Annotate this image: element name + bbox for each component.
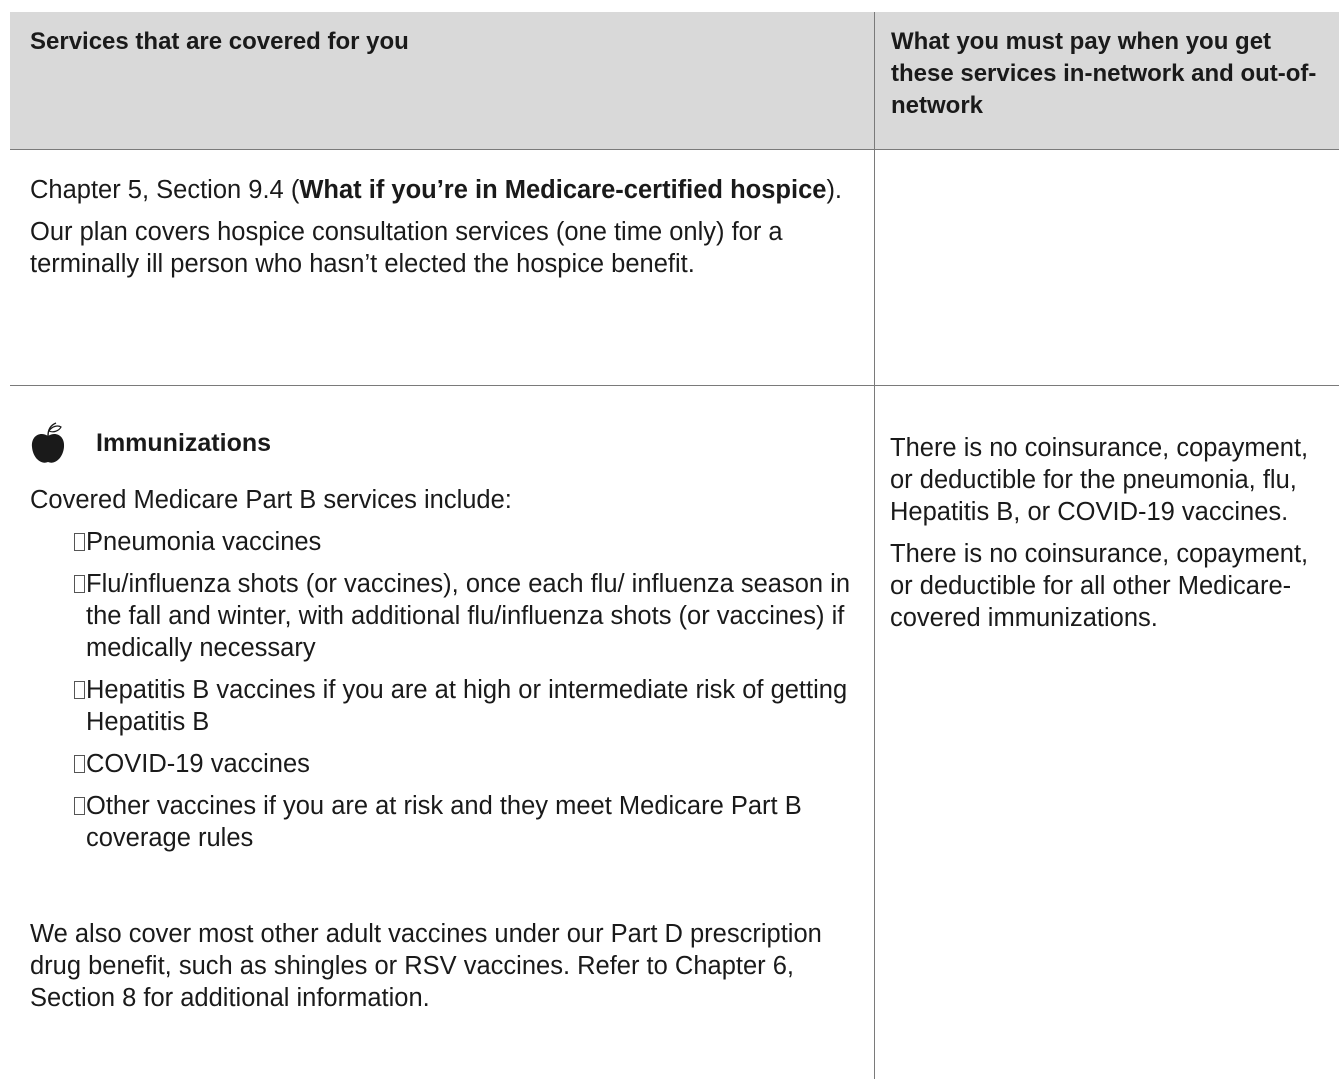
benefits-table xyxy=(10,12,1339,1079)
list-item xyxy=(30,568,860,664)
immunizations-title xyxy=(30,420,271,466)
list-item xyxy=(30,674,860,738)
list-item xyxy=(30,526,860,558)
bullet-box-icon xyxy=(74,755,85,773)
list-item xyxy=(30,790,860,854)
hospice-consultation-text: Our plan covers hospice consultation services (one time only) for a terminally ill person who hasn’t elected the hospice benefit. xyxy=(30,218,783,278)
table-header-row xyxy=(10,12,1339,150)
bullet-box-icon xyxy=(74,575,85,593)
list-item-text: Other vaccines if you are at risk and they meet Medicare Part B coverage rules xyxy=(86,792,802,852)
cost-text-vaccines: There is no coinsurance, copayment, or deductible for the pneumonia, flu, Hepatitis B, or COVID-19 vaccines. xyxy=(890,434,1309,526)
header-what-you-pay: What you must pay when you get these services in-network and out-of-network xyxy=(891,28,1317,119)
list-item-text: COVID-19 vaccines xyxy=(86,750,310,778)
immunizations-list xyxy=(30,526,860,854)
list-item-text: Hepatitis B vaccines if you are at high or intermediate risk of getting Hepatitis B xyxy=(86,676,848,736)
cost-text-other: There is no coinsurance, copayment, or deductible for all other Medicare-covered immunizations. xyxy=(890,540,1309,632)
column-divider xyxy=(874,12,875,1079)
bullet-box-icon xyxy=(74,533,85,551)
immunizations-intro: Covered Medicare Part B services include: xyxy=(30,486,512,514)
hospice-reference xyxy=(30,174,860,206)
immunizations-cost-cell xyxy=(890,432,1335,644)
immunizations-cell xyxy=(30,484,860,1014)
apple-icon xyxy=(30,421,66,465)
bullet-box-icon xyxy=(74,681,85,699)
hospice-cell xyxy=(30,174,860,290)
part-d-vaccines-text: We also cover most other adult vaccines under our Part D prescription drug benefit, such as shingles or RSV vaccines. Refer to Chapter 6, Section 8 for additional information. xyxy=(30,920,822,1012)
immunizations-title-text: Immunizations xyxy=(96,428,272,457)
list-item xyxy=(30,748,860,780)
hospice-ref-prefix: Chapter 5, Section 9.4 ( xyxy=(30,176,300,204)
hospice-ref-bold: What if you’re in Medicare-certified hospice xyxy=(299,176,827,204)
bullet-box-icon xyxy=(74,797,85,815)
list-item-text: Flu/influenza shots (or vaccines), once each flu/ influenza season in the fall and winter, with additional flu/influenza shots (or vaccines) if medically necessary xyxy=(86,570,851,662)
hospice-ref-suffix: ). xyxy=(826,176,843,204)
list-item-text: Pneumonia vaccines xyxy=(86,528,322,556)
row-divider xyxy=(10,385,1339,386)
header-services-covered: Services that are covered for you xyxy=(30,28,409,55)
